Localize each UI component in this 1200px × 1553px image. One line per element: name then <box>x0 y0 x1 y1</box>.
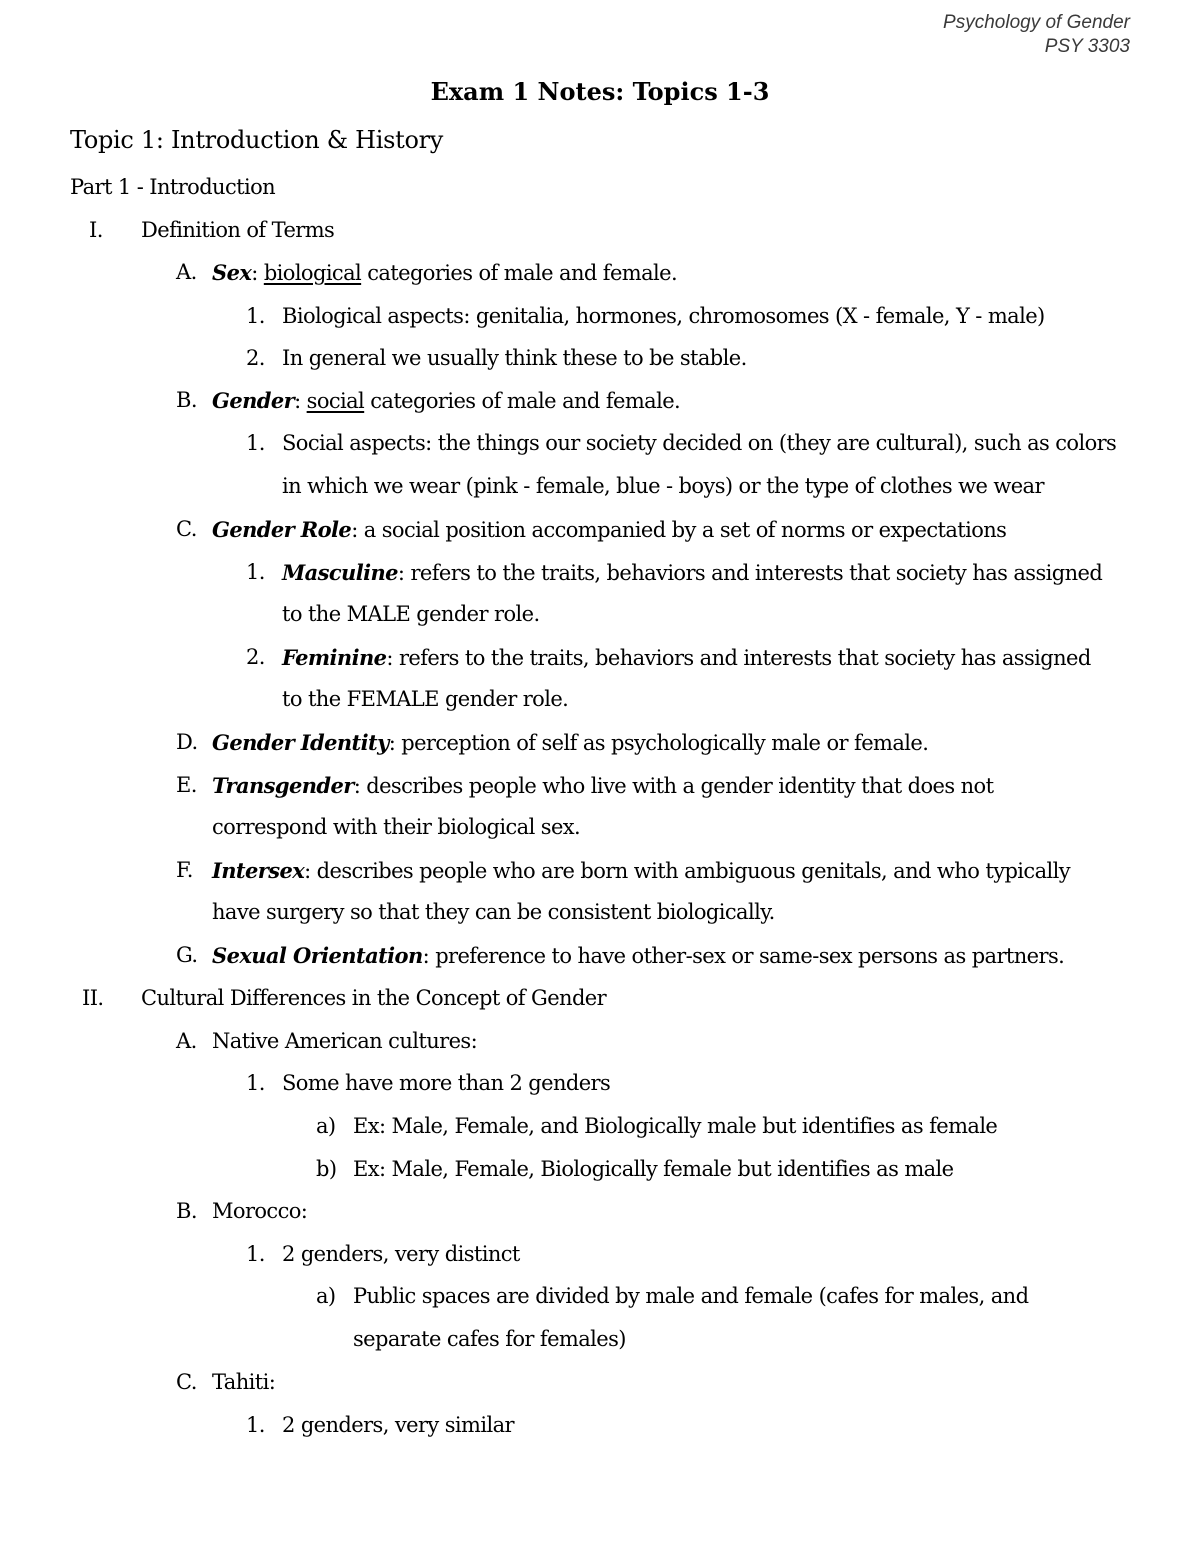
list-item-continuation: separate cafes for females) <box>353 1327 626 1351</box>
course-code: PSY 3303 <box>1044 36 1130 57</box>
sub-list-item: Public spaces are divided by male and female (cafes for males, and <box>353 1284 1029 1308</box>
definition-masculine: Masculine: refers to the traits, behaviors and interests that society has assigned <box>282 560 1103 585</box>
list-item: 2 genders, very similar <box>282 1413 514 1437</box>
part-heading: Part 1 - Introduction <box>70 175 276 199</box>
document-title: Exam 1 Notes: Topics 1-3 <box>430 77 770 106</box>
item-marker: E. <box>176 773 197 797</box>
definition-intersex: Intersex: describes people who are born with ambiguous genitals, and who typically <box>212 858 1070 883</box>
sub-list-item: Ex: Male, Female, and Biologically male but identifies as female <box>353 1114 998 1138</box>
sub-list-marker: a) <box>316 1284 336 1308</box>
item-marker: B. <box>176 1199 197 1223</box>
list-item-continuation: have surgery so that they can be consistent biologically. <box>212 900 775 924</box>
section-marker: II. <box>82 986 104 1010</box>
list-marker: 1. <box>246 431 265 455</box>
sub-list-marker: b) <box>316 1157 337 1181</box>
culture-item: Native American cultures: <box>212 1029 478 1053</box>
culture-item: Morocco: <box>212 1199 308 1223</box>
item-marker: A. <box>176 260 197 284</box>
item-marker: G. <box>176 943 198 967</box>
sub-list-marker: a) <box>316 1114 336 1138</box>
definition-gender: Gender: social categories of male and female. <box>212 388 681 413</box>
definition-feminine: Feminine: refers to the traits, behaviors and interests that society has assigned <box>282 645 1091 670</box>
item-marker: B. <box>176 388 197 412</box>
list-item-continuation: to the MALE gender role. <box>282 602 540 626</box>
item-marker: F. <box>176 858 193 882</box>
culture-item: Tahiti: <box>212 1370 276 1394</box>
sub-list-item: Ex: Male, Female, Biologically female but identifies as male <box>353 1157 954 1181</box>
list-item: Some have more than 2 genders <box>282 1071 611 1095</box>
page-header <box>943 11 1130 59</box>
course-name: Psychology of Gender <box>943 12 1130 33</box>
definition-sexual-orientation: Sexual Orientation: preference to have other-sex or same-sex persons as partners. <box>212 943 1065 968</box>
list-marker: 1. <box>246 1413 265 1437</box>
list-marker: 2. <box>246 346 265 370</box>
list-item: Biological aspects: genitalia, hormones, chromosomes (X - female, Y - male) <box>282 304 1045 328</box>
list-item-continuation: to the FEMALE gender role. <box>282 687 569 711</box>
list-item: 2 genders, very distinct <box>282 1242 520 1266</box>
item-marker: C. <box>176 1370 197 1394</box>
list-marker: 1. <box>246 1071 265 1095</box>
section-marker: I. <box>89 218 103 242</box>
item-marker: D. <box>176 730 198 754</box>
definition-sex: Sex: biological categories of male and female. <box>212 260 678 285</box>
definition-gender-identity: Gender Identity: perception of self as psychologically male or female. <box>212 730 929 755</box>
list-item-continuation: correspond with their biological sex. <box>212 815 581 839</box>
section-heading: Definition of Terms <box>141 218 335 242</box>
list-marker: 1. <box>246 304 265 328</box>
list-item: Social aspects: the things our society decided on (they are cultural), such as colors <box>282 431 1117 455</box>
section-heading: Cultural Differences in the Concept of Gender <box>141 986 607 1010</box>
list-marker: 1. <box>246 560 265 584</box>
item-marker: C. <box>176 517 197 541</box>
list-item: In general we usually think these to be stable. <box>282 346 747 370</box>
definition-gender-role: Gender Role: a social position accompanied by a set of norms or expectations <box>212 517 1007 542</box>
topic-heading: Topic 1: Introduction & History <box>70 126 444 154</box>
definition-transgender: Transgender: describes people who live with a gender identity that does not <box>212 773 994 798</box>
list-item-continuation: in which we wear (pink - female, blue - boys) or the type of clothes we wear <box>282 474 1044 498</box>
item-marker: A. <box>176 1029 197 1053</box>
list-marker: 2. <box>246 645 265 669</box>
list-marker: 1. <box>246 1242 265 1266</box>
